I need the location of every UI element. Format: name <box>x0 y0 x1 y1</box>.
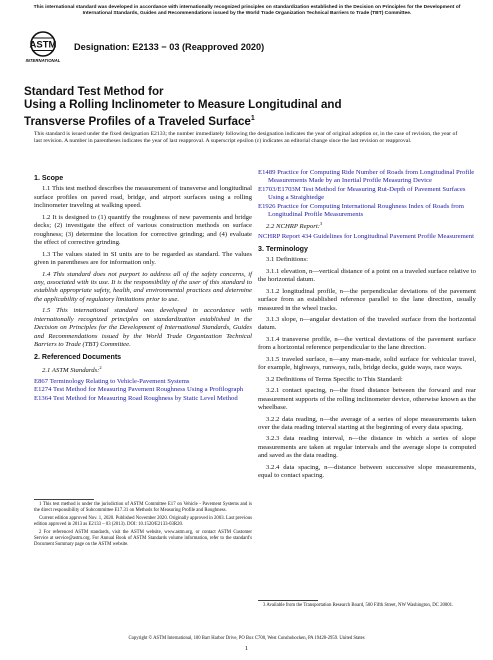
title-line-3: Transverse Profiles of a Traveled Surface$^1$ <box>24 114 255 128</box>
footnotes-left <box>34 502 252 550</box>
paragraph-2-2: 2.2 NCHRP Report:$^3$ <box>266 220 323 230</box>
section-heading-scope: 1. Scope <box>34 174 64 182</box>
paragraph-1-5: 1.5 This international standard was developed in accordance with internationally recognized principles on standardization established in the Decision on Principles for the Development of International Standards, Guides and Recommendations issued by the World Trade Organization Technical Barriers to Trade (TBT) Committee. <box>34 307 252 349</box>
reference-item[interactable]: E867 Terminology Relating to Vehicle-Pavement Systems <box>34 377 190 385</box>
definition-elevation: 3.1.1 elevation, n—vertical distance of a point on a traveled surface relative to the horizontal datum. <box>258 267 476 284</box>
definition-data-spacing: 3.2.4 data spacing, n—distance between successive slope measurements, equal to contact spacing. <box>258 463 476 480</box>
nchrp-reference[interactable]: NCHRP Report 434 Guidelines for Longitudinal Pavement Profile Measurement <box>258 233 474 241</box>
definition-longitudinal-profile: 3.1.2 longitudinal profile, n—the perpendicular deviations of the pavement surface from an established reference parallel to the lane direction, usually measured in the wheel tracks. <box>258 287 476 312</box>
copyright-line: Copyright © ASTM International, 100 Barr Harbor Drive, PO Box C700, West Conshohocken, PA 19428-2959. United States <box>128 636 365 641</box>
definition-data-reading: 3.2.2 data reading, n—the average of a series of slope measurements taken over the data reading interval starting at the beginning of every data spacing. <box>258 415 476 432</box>
document-title <box>24 85 464 128</box>
definition-data-reading-interval: 3.2.3 data reading interval, n—the distance in which a series of slope measurements are taken at regular intervals and the average slope is computed and saved as the data reading. <box>258 435 476 460</box>
issuance-note: This standard is issued under the fixed designation E2133; the number immediately following the designation indicates the year of original adoption or, in the case of revision, the year of last revision. A number in parentheses indicates the year of last reapproval. A superscript epsilon (ε) indicates an editorial change since the last revision or reapproval. <box>34 131 458 145</box>
svg-text:INTERNATIONAL: INTERNATIONAL <box>25 58 61 63</box>
reference-item[interactable]: E1926 Practice for Computing International Roughness Index of Roads from Longitudinal Profile Measurements <box>258 202 464 219</box>
section-heading-terminology: 3. Terminology <box>258 244 308 253</box>
paragraph-3-1: 3.1 Definitions: <box>266 256 308 264</box>
definition-transverse-profile: 3.1.4 transverse profile, n—the vertical deviations of the pavement surface from a horizontal reference perpendicular to the lane direction. <box>258 335 476 352</box>
title-line-2: Using a Rolling Inclinometer to Measure Longitudinal and <box>24 98 342 112</box>
definition-contact-spacing: 3.2.1 contact spacing, n—the fixed distance between the forward and rear measurement supports of the rolling inclinometer device, otherwise known as the wheelbase. <box>258 387 476 412</box>
reference-item[interactable]: E1703/E1703M Test Method for Measuring Rut-Depth of Pavement Surfaces Using a Straightedge <box>258 185 466 202</box>
wto-notice: This international standard was developed in accordance with internationally recognized principles on standardization established in the Decision on Principles for the Development of International Standards, Guides and Recommendations issued by the World Trade Organization Technical Barriers to Trade (TBT) Committee. <box>33 5 461 17</box>
paragraph-2-1: 2.1 ASTM Standards:$^2$ <box>42 365 102 375</box>
paragraph-1-1: 1.1 This test method describes the measurement of transverse and longitudinal surface profiles on paved road, bridge, and airport surfaces using a rolling inclinometer traveling at walking speed. <box>34 185 252 210</box>
page-number: 1 <box>244 645 249 652</box>
paragraph-1-2: 1.2 It is designed to (1) quantify the roughness of new pavements and bridge decks; (2) investigate the effect of various construction methods on surface roughness; (3) determine the location for corrective grinding; and (4) evaluate the effect of corrective grinding. <box>34 213 252 247</box>
footnote-1: 1 This test method is under the jurisdiction of ASTM Committee E17 on Vehicle - Pavement Systems and is the direct responsibility of Subcommittee E17.31 on Methods for Measuring Profile and Roughness. <box>34 502 252 513</box>
reference-item[interactable]: E1489 Practice for Computing Ride Number of Roads from Longitudinal Profile Measurements Made by an Inertial Profile Measuring Device <box>258 169 475 185</box>
definition-traveled-surface: 3.1.5 traveled surface, n—any man-made, solid surface for vehicular travel, for example, highways, runways, rails, bridge decks, guide ways, race ways. <box>258 355 476 372</box>
reference-list-right <box>258 169 476 220</box>
designation: Designation: E2133 − 03 (Reapproved 2020) <box>74 42 265 52</box>
astm-logo <box>24 30 62 64</box>
paragraph-1-3: 1.3 The values stated in SI units are to be regarded as standard. The values given in parentheses are for information only. <box>34 250 252 267</box>
reference-item[interactable]: E1274 Test Method for Measuring Pavement Roughness Using a Profilograph <box>34 386 244 394</box>
footnote-2: 2 For referenced ASTM standards, visit the ASTM website, www.astm.org, or contact ASTM Customer Service at service@astm.org. For Annual Book of ASTM Standards volume information, refer to the standard's Document Summary page on the ASTM website. <box>34 530 252 547</box>
reference-item[interactable]: E1364 Test Method for Measuring Road Roughness by Static Level Method <box>34 394 238 402</box>
footnote-3: 3 Available from the Transportation Research Board, 500 Fifth Street, NW Washington, DC 20001. <box>263 603 454 608</box>
left-column <box>34 172 252 403</box>
paragraph-1-4: 1.4 This standard does not purport to address all of the safety concerns, if any, associated with its use. It is the responsibility of the user of this standard to establish appropriate safety, health, and environmental practices and determine the applicability of regulatory limitations prior to use. <box>34 270 252 303</box>
reference-list-left <box>34 378 252 403</box>
footnote-1-edition: Current edition approved Nov. 1, 2020. Published November 2020. Originally approved in 2003. Last previous edition approved in 2013 as E2133 – 03 (2013). DOI: 10.1520/E2133-03R20. <box>34 516 252 527</box>
definition-slope: 3.1.3 slope, n—angular deviation of the traveled surface from the horizontal datum. <box>258 316 476 332</box>
section-heading-referenced-documents: 2. Referenced Documents <box>34 352 122 361</box>
svg-text:ASTM: ASTM <box>29 39 57 51</box>
footnote-divider-left <box>34 499 94 500</box>
title-footnote-mark: 1 <box>250 114 255 122</box>
title-line-1: Standard Test Method for <box>24 85 164 98</box>
paragraph-3-2: 3.2 Definitions of Terms Specific to This Standard: <box>266 375 403 383</box>
footnote-divider-right <box>258 600 318 601</box>
right-column <box>258 169 476 484</box>
